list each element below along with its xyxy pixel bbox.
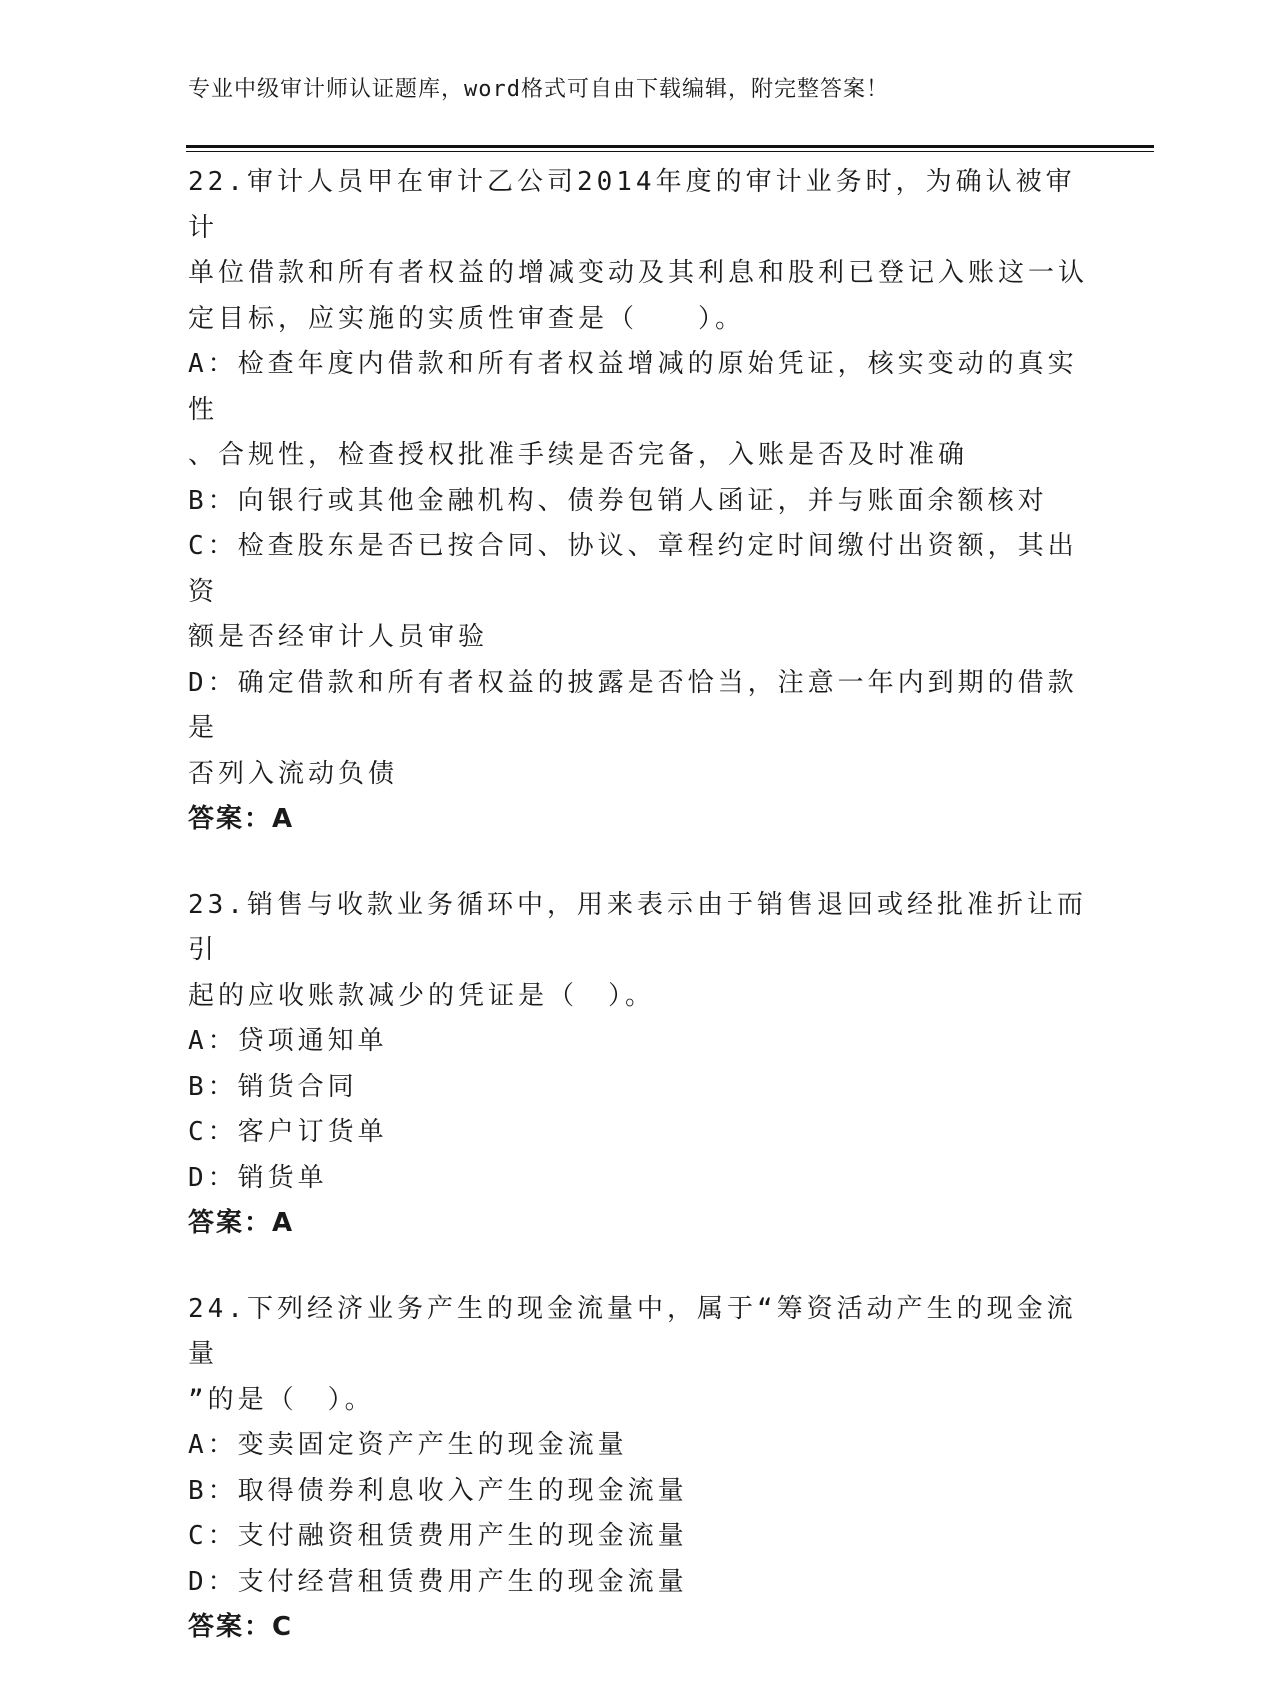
- option-c-line: C：检查股东是否已按合同、协议、章程约定时间缴付出资额，其出资: [188, 531, 1078, 607]
- answer-label: 答案：A: [188, 1208, 295, 1238]
- question-stem-line: 23.销售与收款业务循环中，用来表示由于销售退回或经批准折让而引: [188, 889, 1087, 965]
- question-stem-line: 单位借款和所有者权益的增减变动及其利息和股利已登记入账这一认: [188, 258, 1089, 288]
- option-c-line: C：客户订货单: [188, 1117, 388, 1147]
- question-list: [188, 160, 1088, 1691]
- header-rule-thick: [186, 145, 1154, 148]
- question-stem-line: 起的应收账款减少的凭证是（ ）。: [188, 980, 656, 1011]
- question-stem-line: 22.审计人员甲在审计乙公司2014年度的审计业务时，为确认被审计: [188, 167, 1076, 243]
- option-d-line: D：确定借款和所有者权益的披露是否恰当，注意一年内到期的借款是: [188, 667, 1078, 743]
- option-d-line: D：支付经营租赁费用产生的现金流量: [188, 1566, 688, 1597]
- option-a-line: A：检查年度内借款和所有者权益增减的原始凭证，核实变动的真实性: [188, 349, 1078, 425]
- option-c-line: C：支付融资租赁费用产生的现金流量: [188, 1521, 688, 1551]
- question-22: [188, 160, 1088, 843]
- option-d-line: 否列入流动负债: [188, 758, 399, 789]
- option-a-line: 、合规性，检查授权批准手续是否完备，入账是否及时准确: [188, 440, 969, 470]
- question-23: [188, 883, 1088, 1247]
- answer-label: 答案：A: [188, 804, 295, 834]
- header-rule-thin: [186, 151, 1154, 152]
- option-a-line: A：贷项通知单: [188, 1026, 388, 1056]
- answer-label: 答案：C: [188, 1612, 294, 1642]
- option-b-line: B：销货合同: [188, 1071, 358, 1102]
- question-stem-line: 24.下列经济业务产生的现金流量中，属于“筹资活动产生的现金流量: [188, 1293, 1077, 1369]
- page-header: 专业中级审计师认证题库，word格式可自由下载编辑，附完整答案！: [188, 77, 889, 102]
- question-stem-line: ”的是（ ）。: [188, 1384, 375, 1415]
- option-c-line: 额是否经审计人员审验: [188, 622, 489, 652]
- option-d-line: D：销货单: [188, 1162, 328, 1193]
- option-b-line: B：向银行或其他金融机构、债券包销人函证，并与账面余额核对: [188, 485, 1048, 516]
- option-b-line: B：取得债券利息收入产生的现金流量: [188, 1475, 688, 1506]
- question-24: [188, 1287, 1088, 1651]
- option-a-line: A：变卖固定资产产生的现金流量: [188, 1430, 628, 1460]
- question-stem-line: 定目标，应实施的实质性审查是（ ）。: [188, 303, 746, 334]
